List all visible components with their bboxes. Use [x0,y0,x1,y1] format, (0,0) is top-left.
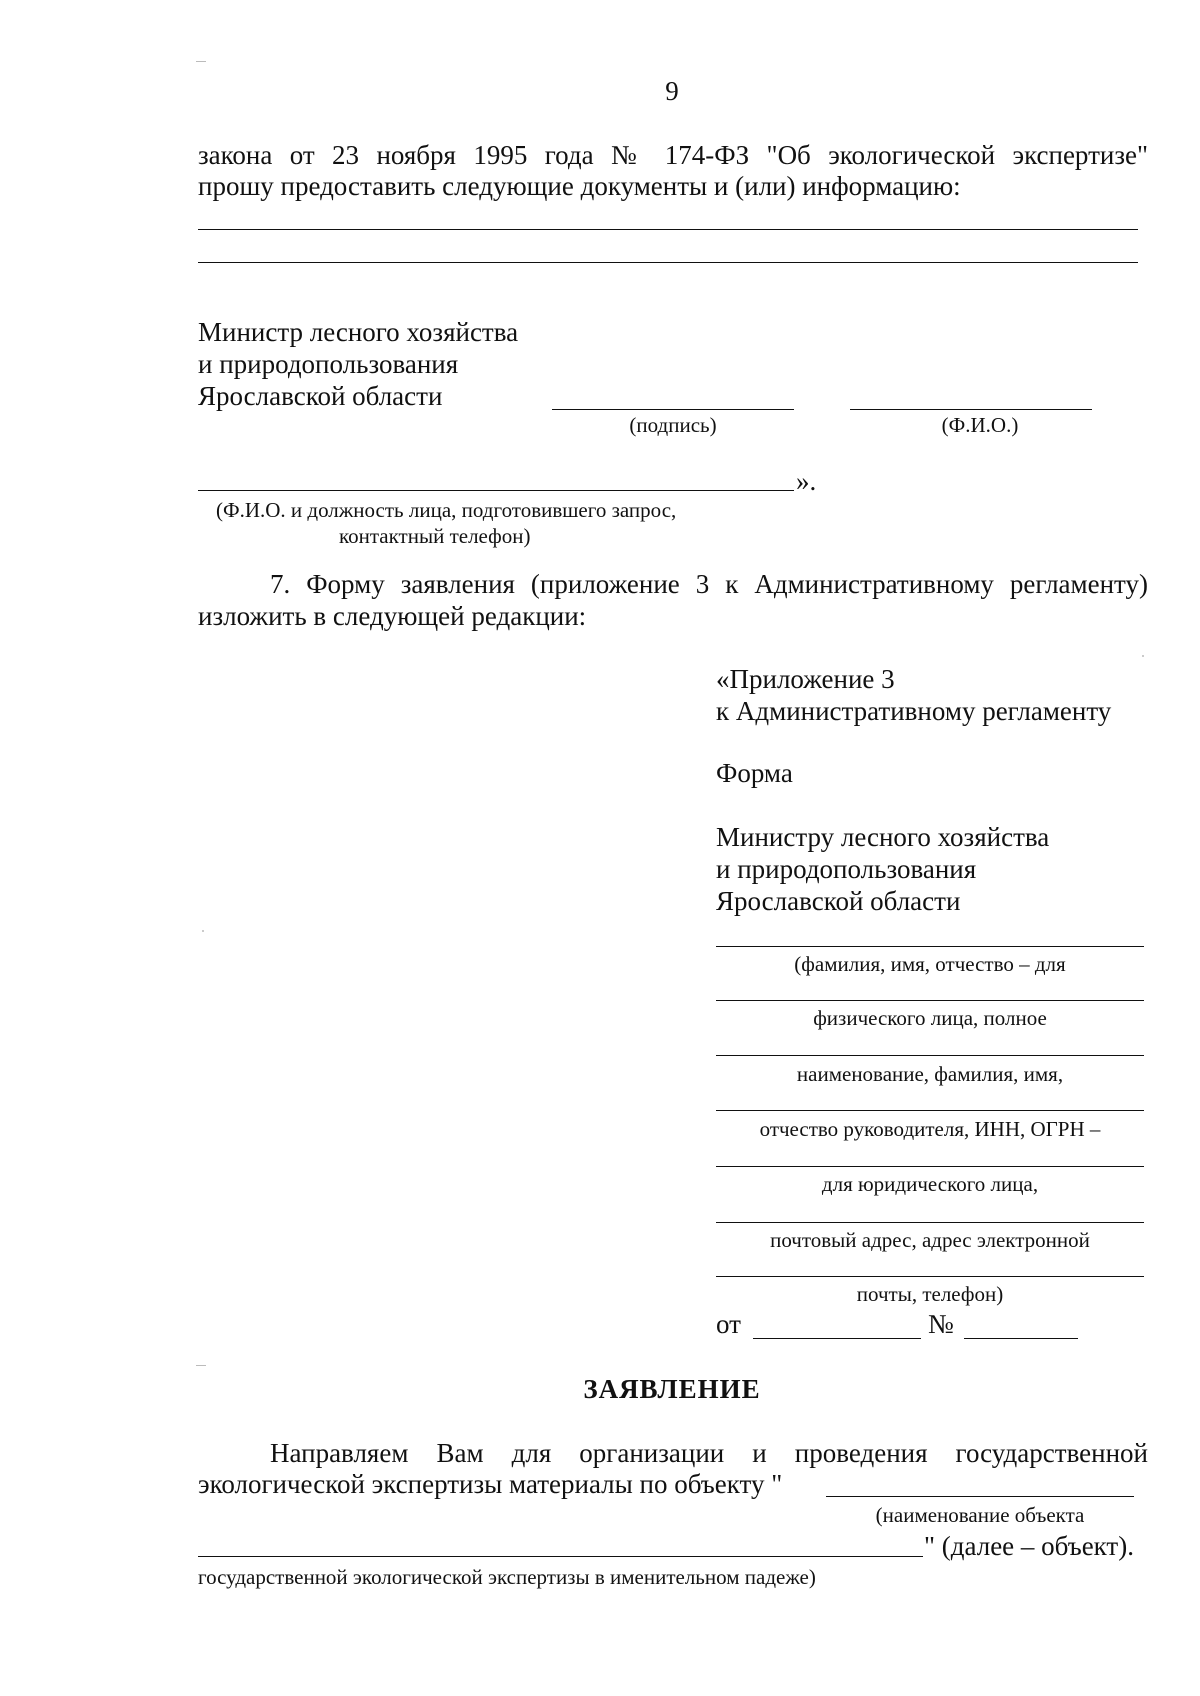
date-blank-line [753,1338,921,1339]
applicant-caption-5: для юридического лица, [821,1172,1039,1196]
object-name-blank-line [826,1496,1134,1497]
applicant-caption-2: физического лица, полное [813,1006,1047,1030]
date-from-label: от [716,1309,741,1339]
object-name-caption: (наименование объекта [875,1503,1085,1527]
applicant-line-5 [716,1166,1144,1167]
applicant-line-1 [716,946,1144,947]
item7-line-2: изложить в следующей редакции: [198,601,587,631]
applicant-caption-1: (фамилия, имя, отчество – для [794,952,1066,976]
fio-caption: (Ф.И.О.) [941,413,1019,437]
appendix-line-2: к Административному регламенту [716,696,1112,726]
applicant-line-7 [716,1276,1144,1277]
form-label: Форма [716,758,793,788]
number-label: № [928,1309,954,1339]
scan-mark-top [196,61,206,62]
signature-line [552,409,794,410]
applicant-line-2 [716,1000,1144,1001]
preparer-line [198,490,794,491]
preparer-caption-2: контактный телефон) [339,524,531,548]
object-name-blank-line-2 [198,1556,923,1557]
addressee-line-1: Министру лесного хозяйства [716,822,1050,852]
statement-title: ЗАЯВЛЕНИЕ [583,1374,761,1404]
applicant-caption-6: почтовый адрес, адрес электронной [770,1228,1090,1252]
fio-line [850,409,1092,410]
request-blank-line-2 [198,262,1138,263]
applicant-line-4 [716,1110,1144,1111]
addressee-line-3: Ярославской области [716,886,961,916]
applicant-caption-4: отчество руководителя, ИНН, ОГРН – [759,1117,1101,1141]
preparer-closing: ». [796,466,817,496]
object-name-caption-2: государственной экологической экспертизы в именительном падеже) [198,1565,816,1589]
statement-line-1: Направляем Вам для организации и проведения государственной [270,1438,1148,1468]
signatory-line-3: Ярославской области [198,381,443,411]
signatory-line-1: Министр лесного хозяйства [198,317,519,347]
applicant-caption-7: почты, телефон) [856,1282,1004,1306]
number-blank-line [964,1338,1078,1339]
intro-line-2: прошу предоставить следующие документы и (или) информацию: [198,171,961,201]
signature-caption: (подпись) [629,413,717,437]
statement-line-3-end: " (далее – объект). [924,1531,1134,1561]
preparer-caption-1: (Ф.И.О. и должность лица, подготовившего запрос, [216,498,677,522]
applicant-line-3 [716,1055,1144,1056]
scan-mark-bottom [196,1365,206,1366]
applicant-caption-3: наименование, фамилия, имя, [796,1062,1064,1086]
appendix-line-1: «Приложение 3 [716,664,895,694]
applicant-line-6 [716,1222,1144,1223]
intro-line-1: закона от 23 ноября 1995 года № 174-ФЗ "Об экологической экспертизе" [198,140,1148,170]
signatory-line-2: и природопользования [198,349,459,379]
page-number: 9 [665,76,679,106]
request-blank-line-1 [198,229,1138,230]
item7-line-1: 7. Форму заявления (приложение 3 к Административному регламенту) [270,569,1148,599]
addressee-line-2: и природопользования [716,854,977,884]
statement-line-2: экологической экспертизы материалы по объекту " [198,1469,783,1499]
scan-speck-left [202,930,204,932]
scan-speck-right [1142,655,1144,657]
